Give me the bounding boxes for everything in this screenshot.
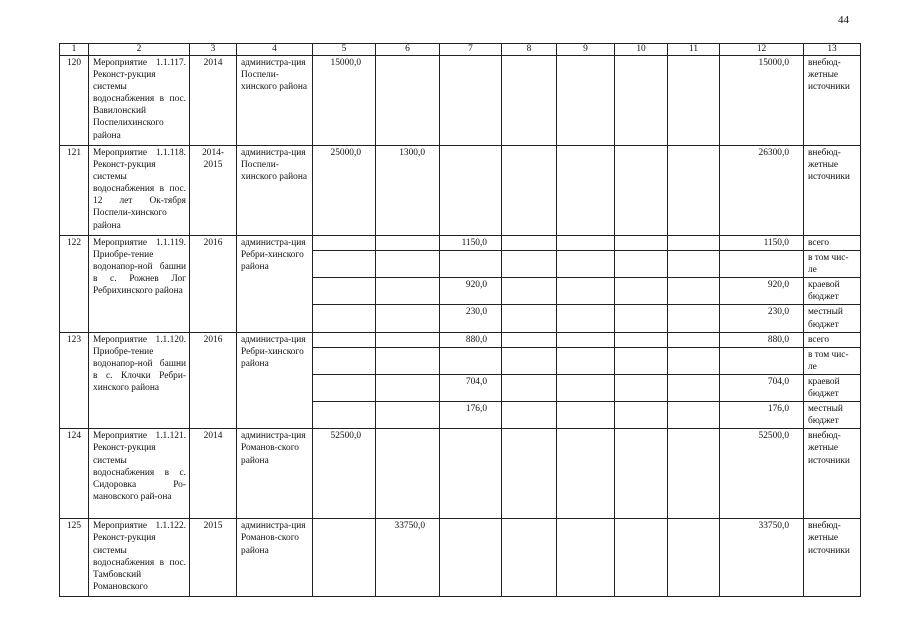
page-number: 44 xyxy=(838,14,849,26)
table-row xyxy=(60,56,861,146)
value-col-12: 230,0 xyxy=(720,305,804,332)
funding-source: краевой бюджет xyxy=(804,278,861,305)
value-col-11 xyxy=(668,251,720,278)
value-col-10 xyxy=(615,251,668,278)
value-col-9 xyxy=(557,56,615,146)
value-col-8 xyxy=(502,146,557,236)
value-col-12: 15000,0 xyxy=(720,56,804,146)
value-col-6 xyxy=(376,251,440,278)
value-col-8 xyxy=(502,429,557,519)
value-col-5: 25000,0 xyxy=(313,146,376,236)
value-col-6: 33750,0 xyxy=(376,519,440,597)
column-header: 11 xyxy=(668,44,720,56)
value-col-5 xyxy=(313,332,376,347)
value-col-6 xyxy=(376,278,440,305)
value-col-6 xyxy=(376,305,440,332)
column-header: 9 xyxy=(557,44,615,56)
executor-cell: администра-ция Поспели-хинского района xyxy=(237,56,313,146)
value-col-11 xyxy=(668,519,720,597)
value-col-7 xyxy=(440,251,502,278)
value-col-10 xyxy=(615,374,668,401)
measure-name: Мероприятие 1.1.117. Реконст-рукция системы водоснабжения в пос. Вавилонский Поспелихинского района xyxy=(89,56,190,146)
value-col-9 xyxy=(557,236,615,251)
value-col-8 xyxy=(502,236,557,251)
measure-name: Мероприятие 1.1.120. Приобре-тение водонапор-ной башни в с. Клочки Ребри-хинского района xyxy=(89,332,190,429)
value-col-11 xyxy=(668,429,720,519)
value-col-7: 704,0 xyxy=(440,374,502,401)
value-col-8 xyxy=(502,56,557,146)
value-col-9 xyxy=(557,347,615,374)
header-row xyxy=(60,44,861,56)
value-col-11 xyxy=(668,56,720,146)
value-col-8 xyxy=(502,347,557,374)
value-col-11 xyxy=(668,347,720,374)
funding-source: внебюд-жетные источники xyxy=(804,56,861,146)
value-col-6: 1300,0 xyxy=(376,146,440,236)
measure-name: Мероприятие 1.1.121. Реконст-рукция системы водоснабжения в с. Сидоровка Ро-мановского рай-она xyxy=(89,429,190,519)
value-col-10 xyxy=(615,236,668,251)
funding-source: внебюд-жетные источники xyxy=(804,429,861,519)
value-col-11 xyxy=(668,278,720,305)
value-col-11 xyxy=(668,332,720,347)
value-col-7: 1150,0 xyxy=(440,236,502,251)
funding-source: местный бюджет xyxy=(804,402,861,429)
table-row xyxy=(60,236,861,251)
value-col-10 xyxy=(615,146,668,236)
value-col-7: 230,0 xyxy=(440,305,502,332)
value-col-6 xyxy=(376,402,440,429)
funding-source: внебюд-жетные источники xyxy=(804,519,861,597)
year-cell: 2016 xyxy=(190,236,237,333)
value-col-12 xyxy=(720,347,804,374)
value-col-12: 704,0 xyxy=(720,374,804,401)
value-col-8 xyxy=(502,402,557,429)
funding-source: всего xyxy=(804,332,861,347)
value-col-5: 15000,0 xyxy=(313,56,376,146)
value-col-7 xyxy=(440,56,502,146)
column-header: 8 xyxy=(502,44,557,56)
value-col-12: 26300,0 xyxy=(720,146,804,236)
value-col-9 xyxy=(557,278,615,305)
value-col-6 xyxy=(376,56,440,146)
value-col-10 xyxy=(615,347,668,374)
value-col-9 xyxy=(557,251,615,278)
value-col-5 xyxy=(313,278,376,305)
value-col-10 xyxy=(615,402,668,429)
funding-source: краевой бюджет xyxy=(804,374,861,401)
value-col-10 xyxy=(615,332,668,347)
value-col-8 xyxy=(502,332,557,347)
value-col-5: 52500,0 xyxy=(313,429,376,519)
executor-cell: администра-ция Поспели-хинского района xyxy=(237,146,313,236)
value-col-6 xyxy=(376,374,440,401)
row-number: 121 xyxy=(60,146,89,236)
value-col-7 xyxy=(440,146,502,236)
executor-cell: администра-ция Ребри-хинского района xyxy=(237,236,313,333)
measure-name: Мероприятие 1.1.118. Реконст-рукция системы водоснабжения в пос. 12 лет Ок-тября Поспели-хинского района xyxy=(89,146,190,236)
value-col-8 xyxy=(502,251,557,278)
measure-name: Мероприятие 1.1.122. Реконст-рукция системы водоснабжения в пос. Тамбовский Романовского xyxy=(89,519,190,597)
value-col-10 xyxy=(615,429,668,519)
column-header: 5 xyxy=(313,44,376,56)
column-header: 12 xyxy=(720,44,804,56)
year-cell: 2014 xyxy=(190,56,237,146)
value-col-8 xyxy=(502,374,557,401)
value-col-7 xyxy=(440,429,502,519)
table-row xyxy=(60,429,861,519)
value-col-9 xyxy=(557,402,615,429)
row-number: 124 xyxy=(60,429,89,519)
value-col-12: 176,0 xyxy=(720,402,804,429)
value-col-7: 920,0 xyxy=(440,278,502,305)
value-col-12: 920,0 xyxy=(720,278,804,305)
data-table xyxy=(59,43,861,597)
table-row xyxy=(60,146,861,236)
value-col-5 xyxy=(313,402,376,429)
column-header: 6 xyxy=(376,44,440,56)
year-cell: 2014-2015 xyxy=(190,146,237,236)
funding-source: внебюд-жетные источники xyxy=(804,146,861,236)
table-row xyxy=(60,332,861,347)
value-col-12: 33750,0 xyxy=(720,519,804,597)
value-col-9 xyxy=(557,374,615,401)
value-col-5 xyxy=(313,251,376,278)
funding-source: в том чис-ле xyxy=(804,251,861,278)
value-col-11 xyxy=(668,374,720,401)
value-col-9 xyxy=(557,429,615,519)
value-col-6 xyxy=(376,236,440,251)
measure-name: Мероприятие 1.1.119. Приобре-тение водонапор-ной башни в с. Рожнев Лог Ребрихинского района xyxy=(89,236,190,333)
column-header: 7 xyxy=(440,44,502,56)
value-col-5 xyxy=(313,236,376,251)
value-col-10 xyxy=(615,305,668,332)
row-number: 125 xyxy=(60,519,89,597)
value-col-12: 52500,0 xyxy=(720,429,804,519)
value-col-8 xyxy=(502,519,557,597)
year-cell: 2016 xyxy=(190,332,237,429)
value-col-10 xyxy=(615,56,668,146)
executor-cell: администра-ция Ребри-хинского района xyxy=(237,332,313,429)
value-col-5 xyxy=(313,519,376,597)
value-col-12: 1150,0 xyxy=(720,236,804,251)
value-col-9 xyxy=(557,332,615,347)
value-col-11 xyxy=(668,236,720,251)
value-col-10 xyxy=(615,519,668,597)
executor-cell: администра-ция Романов-ского района xyxy=(237,519,313,597)
column-header: 3 xyxy=(190,44,237,56)
value-col-10 xyxy=(615,278,668,305)
value-col-7: 880,0 xyxy=(440,332,502,347)
row-number: 123 xyxy=(60,332,89,429)
value-col-8 xyxy=(502,278,557,305)
value-col-8 xyxy=(502,305,557,332)
value-col-5 xyxy=(313,305,376,332)
column-header: 10 xyxy=(615,44,668,56)
value-col-9 xyxy=(557,519,615,597)
column-header: 13 xyxy=(804,44,861,56)
year-cell: 2014 xyxy=(190,429,237,519)
value-col-11 xyxy=(668,402,720,429)
value-col-11 xyxy=(668,305,720,332)
column-header: 2 xyxy=(89,44,190,56)
value-col-12 xyxy=(720,251,804,278)
value-col-6 xyxy=(376,332,440,347)
row-number: 120 xyxy=(60,56,89,146)
column-header: 1 xyxy=(60,44,89,56)
value-col-9 xyxy=(557,305,615,332)
value-col-7 xyxy=(440,347,502,374)
value-col-6 xyxy=(376,347,440,374)
year-cell: 2015 xyxy=(190,519,237,597)
funding-source: местный бюджет xyxy=(804,305,861,332)
value-col-9 xyxy=(557,146,615,236)
funding-source: в том чис-ле xyxy=(804,347,861,374)
row-number: 122 xyxy=(60,236,89,333)
value-col-5 xyxy=(313,347,376,374)
value-col-12: 880,0 xyxy=(720,332,804,347)
table-row xyxy=(60,519,861,597)
column-header: 4 xyxy=(237,44,313,56)
value-col-11 xyxy=(668,146,720,236)
value-col-7: 176,0 xyxy=(440,402,502,429)
executor-cell: администра-ция Романов-ского района xyxy=(237,429,313,519)
value-col-7 xyxy=(440,519,502,597)
value-col-6 xyxy=(376,429,440,519)
value-col-5 xyxy=(313,374,376,401)
funding-source: всего xyxy=(804,236,861,251)
